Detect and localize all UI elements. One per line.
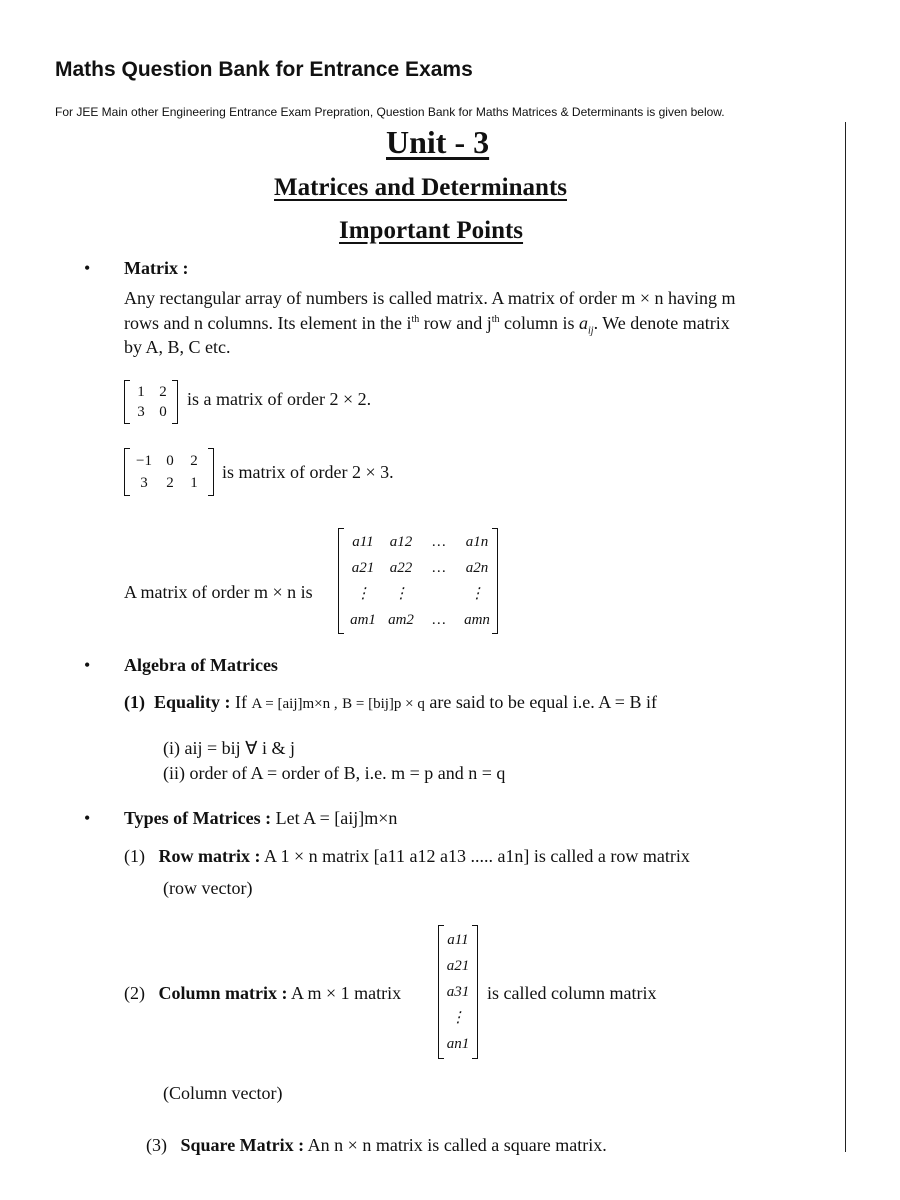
matrix-heading: Matrix : (124, 258, 189, 278)
algebra-heading: Algebra of Matrices (124, 655, 278, 675)
square-matrix-line: (3) Square Matrix : An n × n matrix is called a square matrix. (146, 1135, 607, 1155)
equality-line: (1) Equality : If A = [aij]m×n , B = [bij]p × q are said to be equal i.e. A = B if (124, 692, 657, 712)
general-matrix: a11 a12 … a1n a21 a22 … a2n ⋮ ⋮ ⋮ am1 am2 … amn (338, 528, 498, 634)
example-1-text: is a matrix of order 2 × 2. (187, 389, 372, 409)
example-2-text: is matrix of order 2 × 3. (222, 462, 394, 482)
margin-line (845, 122, 846, 1152)
matrix-text-3: by A, B, C etc. (124, 337, 231, 357)
general-matrix-text: A matrix of order m × n is (124, 582, 313, 602)
page-title: Maths Question Bank for Entrance Exams (55, 58, 473, 81)
column-vector-note: (Column vector) (163, 1083, 283, 1103)
page-subtitle: For JEE Main other Engineering Entrance Exam Prepration, Question Bank for Maths Matrices & Determinants is given below. (55, 105, 725, 119)
equality-condition-2: (ii) order of A = order of B, i.e. m = p and n = q (163, 763, 506, 783)
example-matrix-2x3: −1 0 2 3 2 1 (124, 448, 214, 496)
bullet: • (84, 258, 91, 278)
column-matrix: a11 a21 a31 ⋮ an1 (438, 925, 478, 1059)
bullet: • (84, 655, 91, 675)
matrix-text-2: rows and n columns. Its element in the $i^{th}$ row and $j^{th}$ column is $a_{ij}$. We denote matrix (124, 313, 730, 337)
example-matrix-2x2: 1 2 3 0 (124, 380, 178, 424)
column-matrix-line: (2) Column matrix : A m × 1 matrix (124, 983, 402, 1003)
bullet: • (84, 808, 91, 828)
row-vector-note: (row vector) (163, 878, 253, 898)
section-heading: Important Points (339, 217, 524, 244)
column-matrix-text: is called column matrix (487, 983, 657, 1003)
row-matrix-line: (1) Row matrix : A 1 × n matrix [a11 a12 a13 ..... a1n] is called a row matrix (124, 846, 690, 866)
unit-heading: Unit - 3 (386, 124, 490, 160)
equality-condition-1: (i) aij = bij ∀ i & j (163, 738, 295, 758)
chapter-heading: Matrices and Determinants (274, 174, 567, 201)
matrix-text-1: Any rectangular array of numbers is called matrix. A matrix of order m × n having m (124, 288, 736, 308)
types-line: Types of Matrices : Let A = [aij]m×n (124, 808, 398, 828)
